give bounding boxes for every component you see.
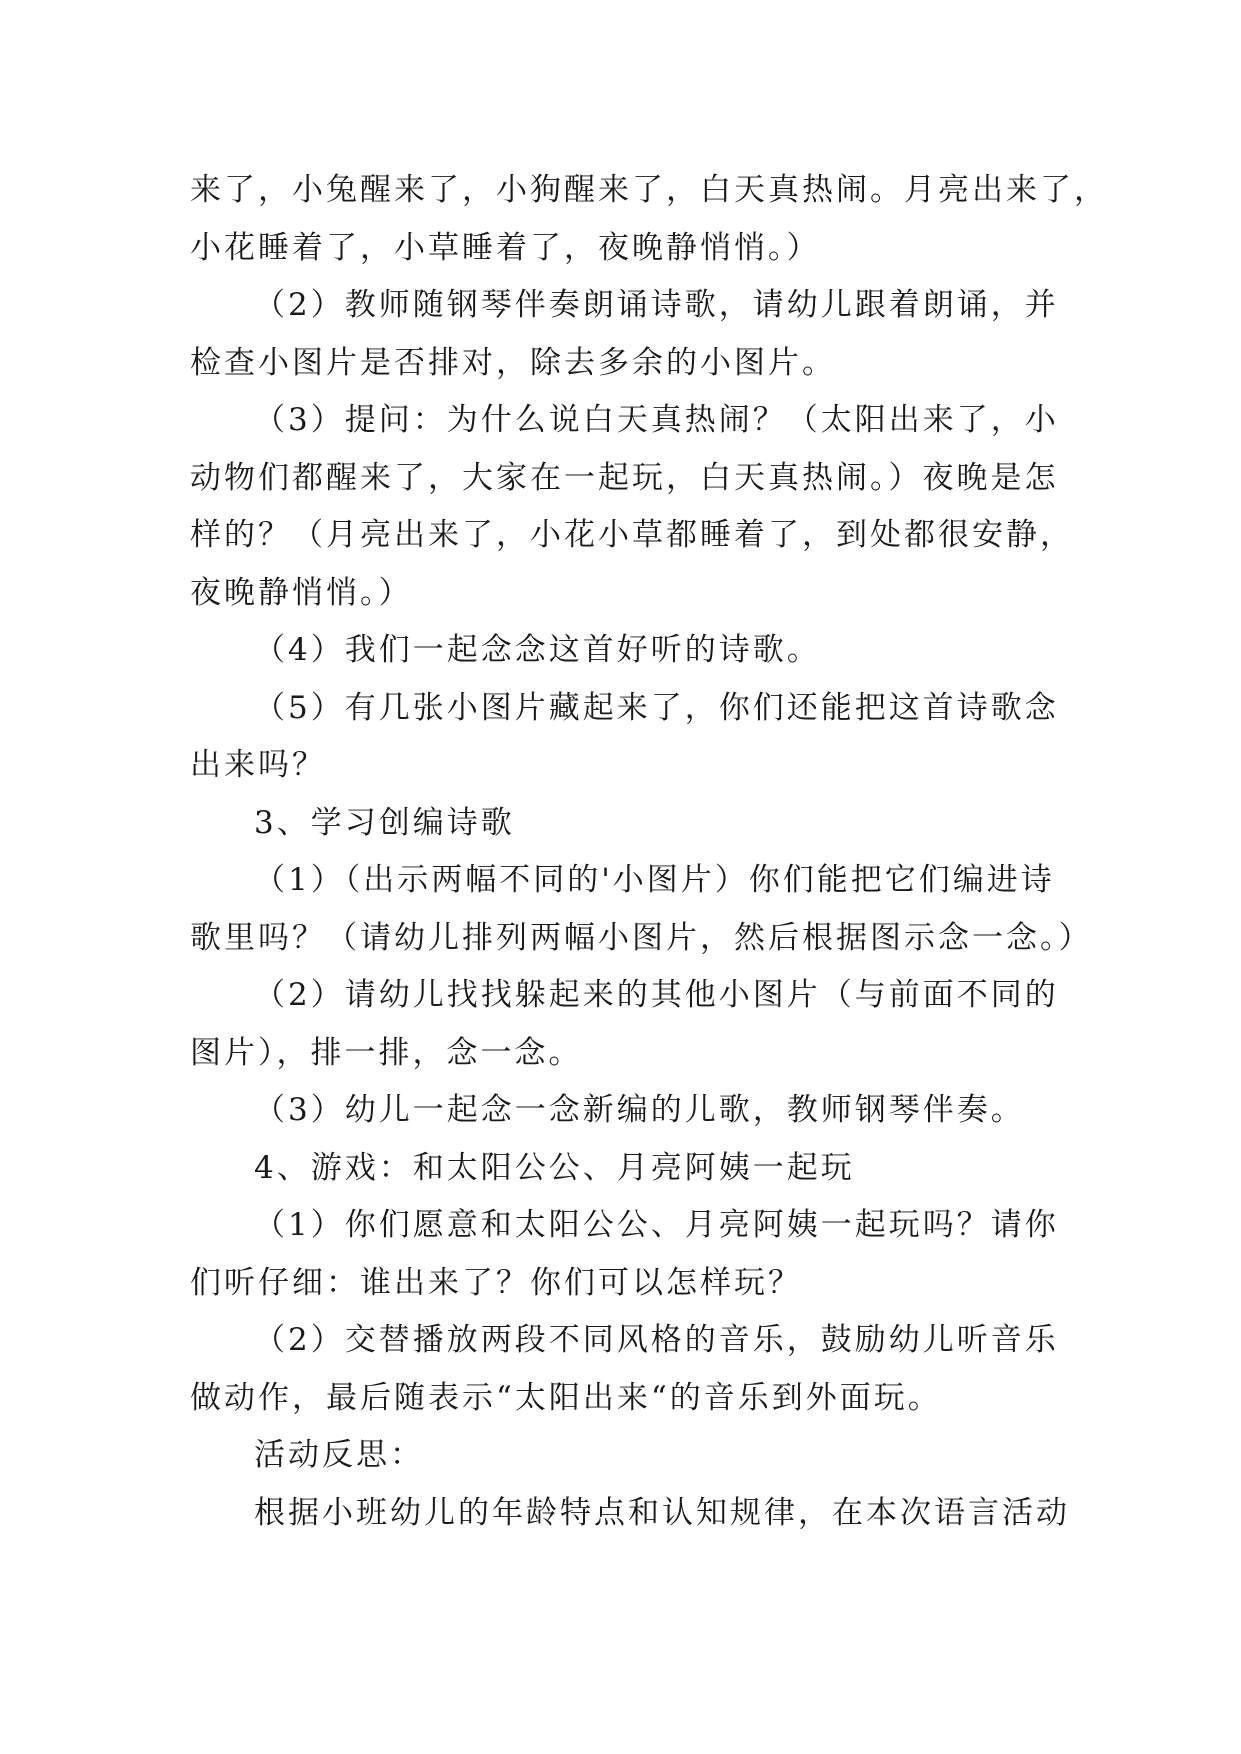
text-line: 歌里吗？（请幼儿排列两幅小图片，然后根据图示念一念。） — [190, 919, 1093, 956]
section-heading: 活动反思： — [254, 1437, 424, 1473]
section-heading: 4、游戏：和太阳公公、月亮阿姨一起玩 — [254, 1149, 855, 1186]
text-line: （3）提问：为什么说白天真热闹？（太阳出来了，小 — [254, 402, 1059, 438]
text-line: （2）交替播放两段不同风格的音乐，鼓励幼儿听音乐 — [254, 1322, 1059, 1358]
text-line: （3）幼儿一起念一念新编的儿歌，教师钢琴伴奏。 — [254, 1092, 1025, 1128]
text-line: 根据小班幼儿的年龄特点和认知规律，在本次语言活动 — [254, 1494, 1070, 1531]
text-line: 动物们都醒来了，大家在一起玩，白天真热闹。）夜晚是怎 — [190, 459, 1059, 496]
text-line: 出来吗？ — [190, 747, 326, 783]
text-line: （1）你们愿意和太阳公公、月亮阿姨一起玩吗？请你 — [254, 1207, 1059, 1243]
text-line: 样的？（月亮出来了，小花小草都睡着了，到处都很安静， — [190, 517, 1074, 553]
text-line: （5）有几张小图片藏起来了，你们还能把这首诗歌念 — [254, 689, 1059, 726]
text-line: 检查小图片是否排对，除去多余的小图片。 — [190, 344, 836, 381]
text-line: 夜晚静悄悄。） — [190, 574, 413, 611]
text-line: 做动作，最后随表示“太阳出来“的音乐到外面玩。 — [190, 1379, 942, 1416]
text-line: （2）请幼儿找找躲起来的其他小图片（与前面不同的 — [254, 977, 1059, 1013]
text-line: 们听仔细：谁出来了？你们可以怎样玩？ — [190, 1264, 802, 1301]
text-line: 图片），排一排，念一念。 — [190, 1034, 583, 1071]
section-heading: 3、学习创编诗歌 — [254, 804, 515, 841]
text-line: （1）（出示两幅不同的'小图片）你们能把它们编进诗 — [254, 862, 1055, 898]
text-line: （2）教师随钢琴伴奏朗诵诗歌，请幼儿跟着朗诵，并 — [254, 287, 1059, 323]
text-line: 小花睡着了，小草睡着了，夜晚静悄悄。） — [190, 229, 821, 266]
text-line: （4）我们一起念念这首好听的诗歌。 — [254, 632, 821, 668]
text-line: 来了，小兔醒来了，小狗醒来了，白天真热闹。月亮出来了， — [190, 172, 1108, 208]
body-text — [190, 162, 1108, 1542]
